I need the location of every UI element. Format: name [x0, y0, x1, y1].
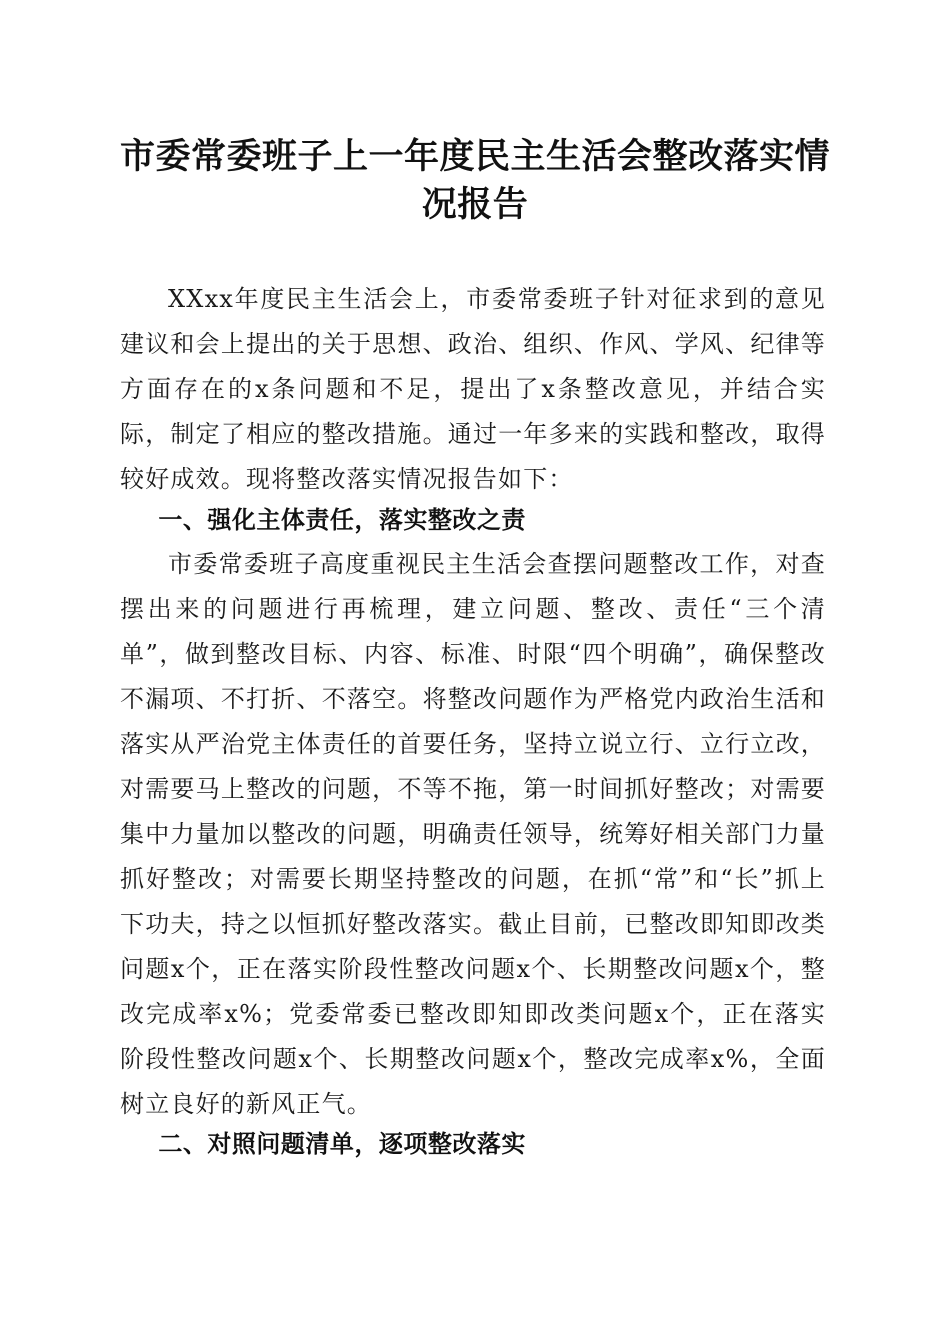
section-heading-1: 一、强化主体责任，落实整改之责	[158, 506, 526, 534]
section-heading-2: 二、对照问题清单，逐项整改落实	[158, 1130, 526, 1158]
intro-paragraph: XXxx年度民主生活会上，市委常委班子针对征求到的意见建议和会上提出的关于思想、政治、组织、作风、学风、纪律等方面存在的x条问题和不足，提出了x条整改意见，并结合实际，制定了相应的整改措施。通过一年多来的实践和整改，取得较好成效。现将整改落实情况报告如下：	[120, 285, 826, 493]
section-1-paragraph: 市委常委班子高度重视民主生活会查摆问题整改工作，对查摆出来的问题进行再梳理，建立问题、整改、责任“三个清单”，做到整改目标、内容、标准、时限“四个明确”，确保整改不漏项、不打折、不落空。将整改问题作为严格党内政治生活和落实从严治党主体责任的首要任务，坚持立说立行、立行立改，对需要马上整改的问题，不等不拖，第一时间抓好整改；对需要集中力量加以整改的问题，明确责任领导，统筹好相关部门力量抓好整改；对需要长期坚持整改的问题，在抓“常”和“长”抓上下功夫，持之以恒抓好整改落实。截止目前，已整改即知即改类问题x个，正在落实阶段性整改问题x个、长期整改问题x个，整改完成率x%；党委常委已整改即知即改类问题x个，正在落实阶段性整改问题x个、长期整改问题x个，整改完成率x%，全面树立良好的新风正气。	[120, 550, 826, 1118]
document-title: 市委常委班子上一年度民主生活会整改落实情况报告	[119, 136, 830, 225]
